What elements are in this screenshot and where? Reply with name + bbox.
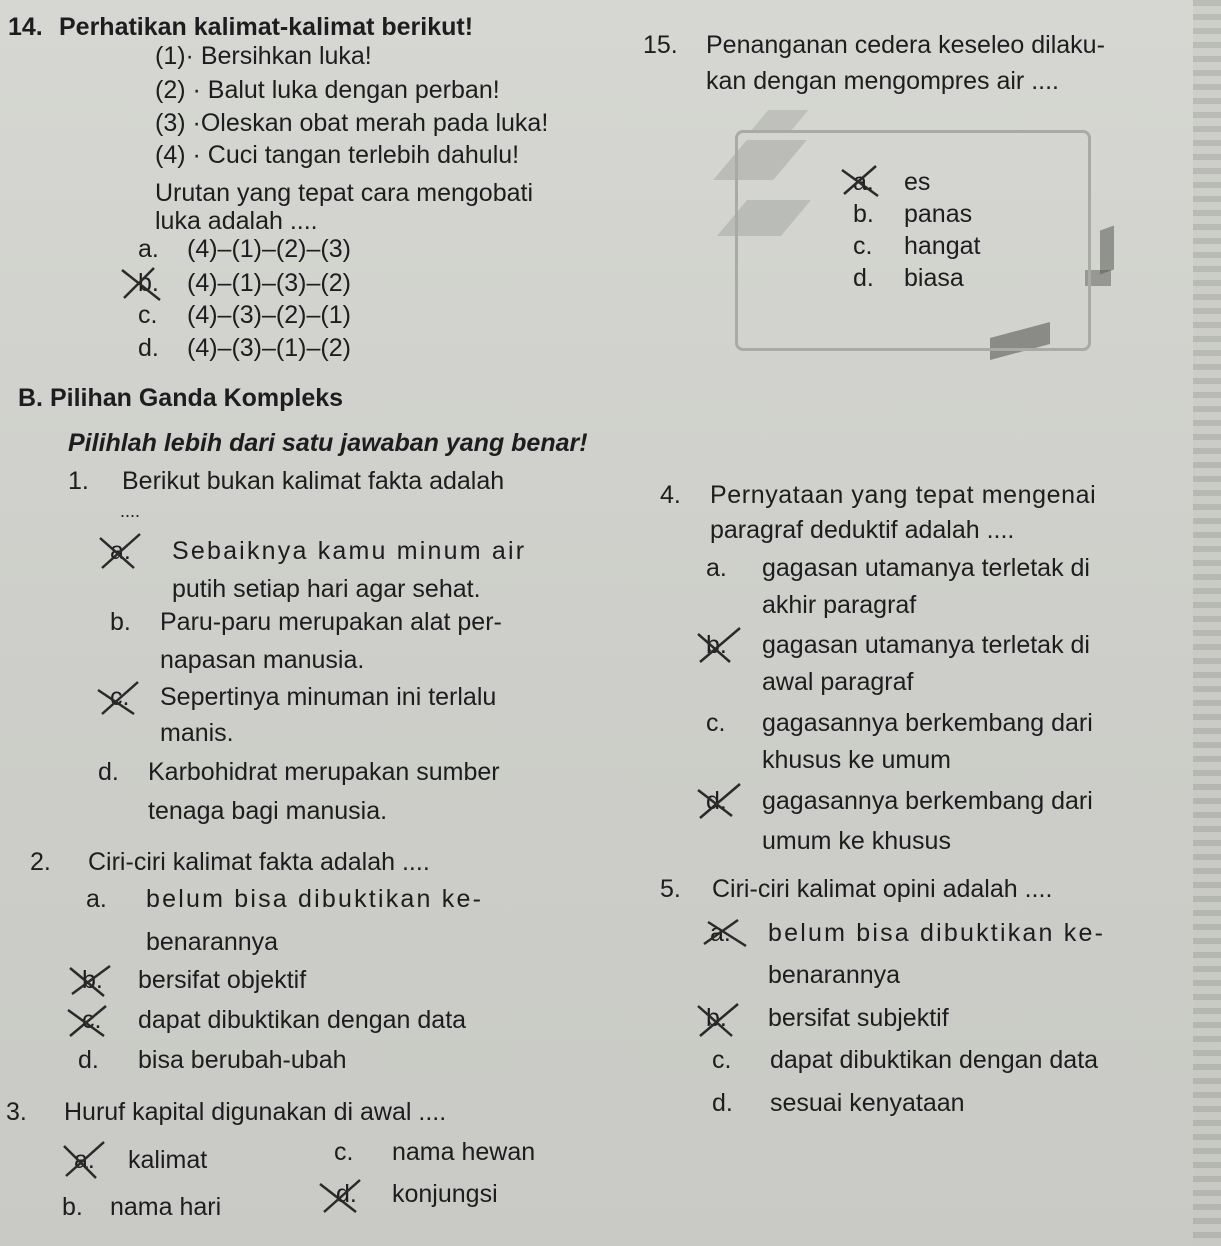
q14-option-c-text: (4)–(3)–(2)–(1) xyxy=(187,301,351,329)
q5-option-d-line1: sesuai kenyataan xyxy=(770,1089,965,1117)
q5-option-b-letter: b. xyxy=(706,1004,727,1032)
q1-option-a-line2: putih setiap hari agar sehat. xyxy=(172,575,481,603)
q14-option-c-letter: c. xyxy=(138,301,158,329)
q3-option-d-letter: d. xyxy=(336,1180,357,1208)
q4-stem-line2: paragraf deduktif adalah .... xyxy=(710,516,1015,544)
q2-option-b-line1: bersifat objektif xyxy=(138,966,307,994)
q14-step-4: (4) · Cuci tangan terlebih dahulu! xyxy=(155,141,520,169)
q14-option-b-letter: b. xyxy=(138,269,159,297)
answer-cross-mark xyxy=(696,782,740,822)
q5-option-a-line2: benarannya xyxy=(768,961,901,989)
q4-number: 4. xyxy=(660,481,681,509)
q4-option-c-letter: c. xyxy=(706,709,726,737)
q4-option-d-line2: umum ke khusus xyxy=(762,827,951,855)
q1-option-d-line2: tenaga bagi manusia. xyxy=(148,797,388,825)
q4-option-b-letter: b. xyxy=(706,631,727,659)
q14-step-2: (2) · Balut luka dengan perban! xyxy=(155,76,500,104)
q15-option-a-letter: a. xyxy=(853,168,874,196)
section-b-instruction: Pilihlah lebih dari satu jawaban yang benar! xyxy=(68,429,588,457)
q14-step-3: (3) ·Oleskan obat merah pada luka! xyxy=(155,109,549,137)
q5-option-c-letter: c. xyxy=(712,1046,732,1074)
answer-cross-mark xyxy=(838,162,882,202)
q15-option-d-text: biasa xyxy=(904,264,964,292)
q3-option-c-letter: c. xyxy=(334,1138,354,1166)
q2-option-a-letter: a. xyxy=(86,885,107,913)
q1-option-b-line1: Paru-paru merupakan alat per- xyxy=(160,608,502,636)
q4-option-c-line1: gagasannya berkembang dari xyxy=(762,709,1093,737)
answer-cross-mark xyxy=(696,626,740,666)
answer-cross-mark xyxy=(318,1176,362,1216)
q5-option-a-letter: a. xyxy=(710,919,731,947)
q3-option-b-text: nama hari xyxy=(110,1193,222,1221)
q5-stem: Ciri-ciri kalimat opini adalah .... xyxy=(712,875,1053,903)
q14-question-line2: luka adalah .... xyxy=(155,207,318,235)
section-b-title: B. Pilihan Ganda Kompleks xyxy=(18,384,344,412)
q3-option-b-letter: b. xyxy=(62,1193,83,1221)
q1-option-b-line2: napasan manusia. xyxy=(160,646,365,674)
q4-option-a-letter: a. xyxy=(706,554,727,582)
q4-option-b-line1: gagasan utamanya terletak di xyxy=(762,631,1090,659)
q2-option-a-line1: belum bisa dibuktikan ke- xyxy=(146,885,484,913)
q4-option-a-line1: gagasan utamanya terletak di xyxy=(762,554,1090,582)
q4-option-c-line2: khusus ke umum xyxy=(762,746,951,774)
q14-option-a-letter: a. xyxy=(138,235,159,263)
q2-option-b-letter: b. xyxy=(82,966,103,994)
q14-option-d-letter: d. xyxy=(138,334,159,362)
q5-option-a-line1: belum bisa dibuktikan ke- xyxy=(768,919,1106,947)
q4-option-b-line2: awal paragraf xyxy=(762,668,914,696)
decor-stripe xyxy=(752,110,809,130)
q15-number: 15. xyxy=(643,31,678,59)
q1-number: 1. xyxy=(68,467,89,495)
q2-number: 2. xyxy=(30,848,51,876)
decor-stripe xyxy=(1100,225,1114,274)
q5-number: 5. xyxy=(660,875,681,903)
q3-option-a-letter: a. xyxy=(74,1146,95,1174)
q2-option-d-line1: bisa berubah-ubah xyxy=(138,1046,347,1074)
answer-cross-mark xyxy=(696,1000,740,1040)
q15-option-a-text: es xyxy=(904,168,931,196)
q5-option-d-letter: d. xyxy=(712,1089,733,1117)
q3-option-d-text: konjungsi xyxy=(392,1180,498,1208)
answer-cross-mark xyxy=(98,532,142,572)
q4-stem-line1: Pernyataan yang tepat mengenai xyxy=(710,481,1097,509)
q5-option-c-line1: dapat dibuktikan dengan data xyxy=(770,1046,1099,1074)
q3-option-c-text: nama hewan xyxy=(392,1138,536,1166)
q14-question-line1: Urutan yang tepat cara mengobati xyxy=(155,179,534,207)
q14-number: 14. xyxy=(8,13,43,41)
q15-option-b-letter: b. xyxy=(853,200,874,228)
q1-option-c-line1: Sepertinya minuman ini terlalu xyxy=(160,683,497,711)
q1-option-a-letter: a. xyxy=(110,537,131,565)
q1-option-c-line2: manis. xyxy=(160,719,234,747)
answer-cross-mark xyxy=(60,1140,104,1180)
q3-number: 3. xyxy=(6,1098,27,1126)
q2-option-c-letter: c. xyxy=(82,1006,102,1034)
q1-option-b-letter: b. xyxy=(110,608,131,636)
q15-stem-line2: kan dengan mengompres air .... xyxy=(706,67,1059,95)
q1-option-c-letter: c. xyxy=(110,683,130,711)
q14-option-d-text: (4)–(3)–(1)–(2) xyxy=(187,334,351,362)
q1-option-a-line1: Sebaiknya kamu minum air xyxy=(172,537,527,565)
q14-option-a-text: (4)–(1)–(2)–(3) xyxy=(187,235,351,263)
q14-stem: Perhatikan kalimat-kalimat berikut! xyxy=(59,13,474,41)
q1-option-d-line1: Karbohidrat merupakan sumber xyxy=(148,758,500,786)
q3-stem: Huruf kapital digunakan di awal .... xyxy=(64,1098,447,1126)
q3-option-a-text: kalimat xyxy=(128,1146,208,1174)
q2-stem: Ciri-ciri kalimat fakta adalah .... xyxy=(88,848,430,876)
page-edge-shadow xyxy=(1193,0,1221,1246)
q14-option-b-text: (4)–(1)–(3)–(2) xyxy=(187,269,351,297)
q1-stem-line1: Berikut bukan kalimat fakta adalah xyxy=(122,467,505,495)
q4-option-d-letter: d. xyxy=(706,787,727,815)
answer-cross-mark xyxy=(96,680,140,720)
q5-option-b-line1: bersifat subjektif xyxy=(768,1004,949,1032)
q15-option-c-letter: c. xyxy=(853,232,873,260)
q4-option-a-line2: akhir paragraf xyxy=(762,591,917,619)
q2-option-d-letter: d. xyxy=(78,1046,99,1074)
q15-stem-line1: Penanganan cedera keseleo dilaku- xyxy=(706,31,1105,59)
q15-option-b-text: panas xyxy=(904,200,973,228)
q2-option-a-line2: benarannya xyxy=(146,928,279,956)
q1-stem-line2: .... xyxy=(120,501,141,521)
q2-option-c-line1: dapat dibuktikan dengan data xyxy=(138,1006,467,1034)
q15-option-d-letter: d. xyxy=(853,264,874,292)
q14-step-1: (1)· Bersihkan luka! xyxy=(155,42,372,70)
answer-cross-mark xyxy=(702,914,746,954)
answer-cross-mark xyxy=(120,264,164,304)
q4-option-d-line1: gagasannya berkembang dari xyxy=(762,787,1093,815)
answer-cross-mark xyxy=(66,1002,110,1042)
q1-option-d-letter: d. xyxy=(98,758,119,786)
answer-cross-mark xyxy=(68,962,112,1002)
q15-option-c-text: hangat xyxy=(904,232,981,260)
